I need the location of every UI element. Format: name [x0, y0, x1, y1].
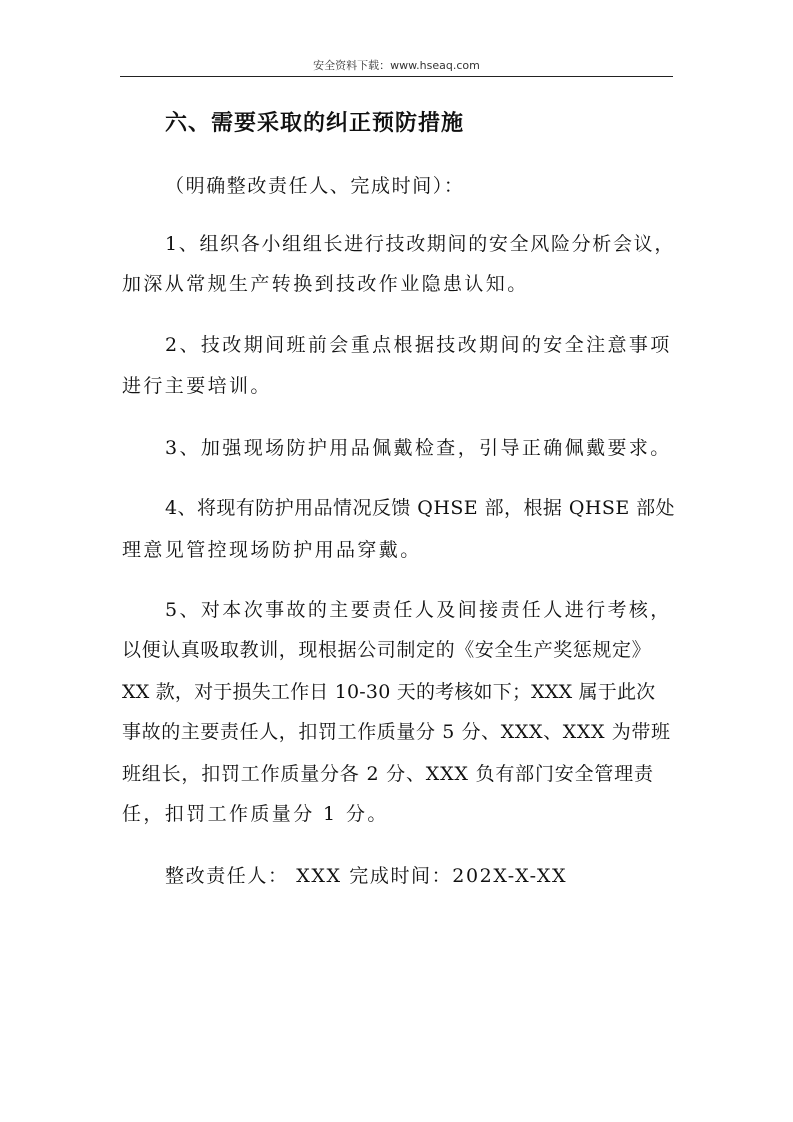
section-title: 六、需要采取的纠正预防措施 [165, 110, 465, 136]
item-5-line-3: XX 款，对于损失工作日 10-30 天的考核如下；XXX 属于此次 [122, 681, 656, 703]
item-3-line-1: 3、加强现场防护用品佩戴检查，引导正确佩戴要求。 [165, 437, 672, 459]
header-text: 安全资料下载：www.hseaq.com [313, 59, 480, 72]
item-5-line-2: 以便认真吸取教训，现根据公司制定的《安全生产奖惩规定》 [122, 639, 652, 661]
item-5-line-4: 事故的主要责任人，扣罚工作质量分 5 分、XXX、XXX 为带班 [122, 721, 671, 743]
item-1-line-2: 加深从常规生产转换到技改作业隐患认知。 [122, 273, 529, 295]
item-5-line-6: 任，扣罚工作质量分 1 分。 [122, 803, 389, 825]
item-5-line-1: 5、对本次事故的主要责任人及间接责任人进行考核， [165, 599, 672, 621]
section-subtitle: （明确整改责任人、完成时间）： [165, 175, 465, 197]
item-4-line-2: 理意见管控现场防护用品穿戴。 [122, 539, 422, 561]
item-4-line-1: 4、将现有防护用品情况反馈 QHSE 部，根据 QHSE 部处 [165, 497, 675, 519]
page-header [120, 56, 673, 77]
item-1-line-1: 1、组织各小组组长进行技改期间的安全风险分析会议， [165, 233, 675, 255]
item-2-line-2: 进行主要培训。 [122, 375, 272, 397]
rectification-responsible-line: 整改责任人： XXX 完成时间：202X-X-XX [165, 865, 568, 887]
item-2-line-1: 2、技改期间班前会重点根据技改期间的安全注意事项 [165, 334, 672, 356]
item-5-line-5: 班组长，扣罚工作质量分各 2 分、XXX 负有部门安全管理责 [122, 763, 654, 785]
